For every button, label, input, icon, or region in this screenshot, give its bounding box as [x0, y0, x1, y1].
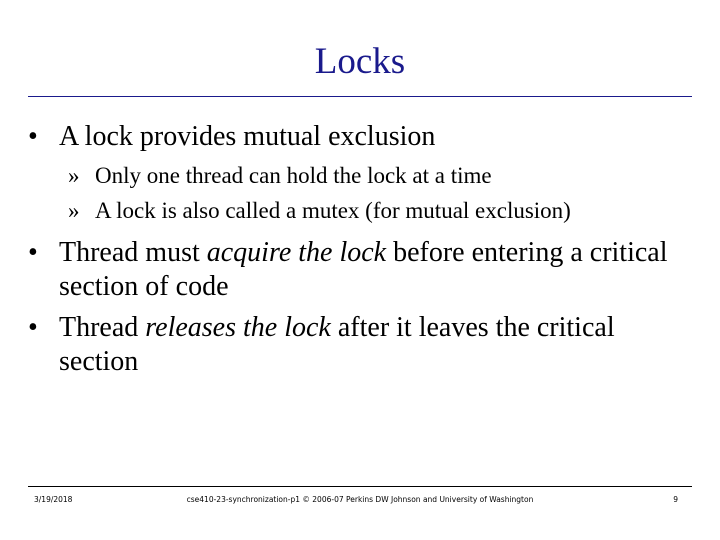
footer-divider — [28, 486, 692, 487]
sub-bullet-marker: » — [68, 163, 80, 188]
bullet-item — [28, 236, 688, 304]
bullet-text: Thread must acquire the lock before entering a critical section of code — [59, 237, 668, 302]
bullet-marker: • — [28, 312, 38, 343]
footer-date: 3/19/2018 — [34, 495, 73, 504]
footer-page-number: 9 — [673, 495, 678, 504]
sub-bullet-marker: » — [68, 198, 80, 223]
footer-course-info: cse410-23-synchronization-p1 © 2006-07 Perkins DW Johnson and University of Washington — [186, 495, 534, 504]
bullet-item — [28, 311, 688, 379]
sub-bullet-item — [68, 162, 698, 190]
bullet-marker: • — [28, 121, 38, 152]
title-divider — [28, 96, 692, 97]
slide-title: Locks — [314, 41, 406, 82]
bullet-item — [28, 120, 688, 154]
sub-bullet-text: A lock is also called a mutex (for mutual exclusion) — [95, 198, 571, 223]
bullet-text: A lock provides mutual exclusion — [59, 121, 436, 152]
sub-bullet-text: Only one thread can hold the lock at a time — [95, 163, 492, 188]
bullet-text: Thread releases the lock after it leaves the critical section — [59, 312, 615, 377]
bullet-marker: • — [28, 237, 38, 268]
sub-bullet-item — [68, 197, 698, 225]
